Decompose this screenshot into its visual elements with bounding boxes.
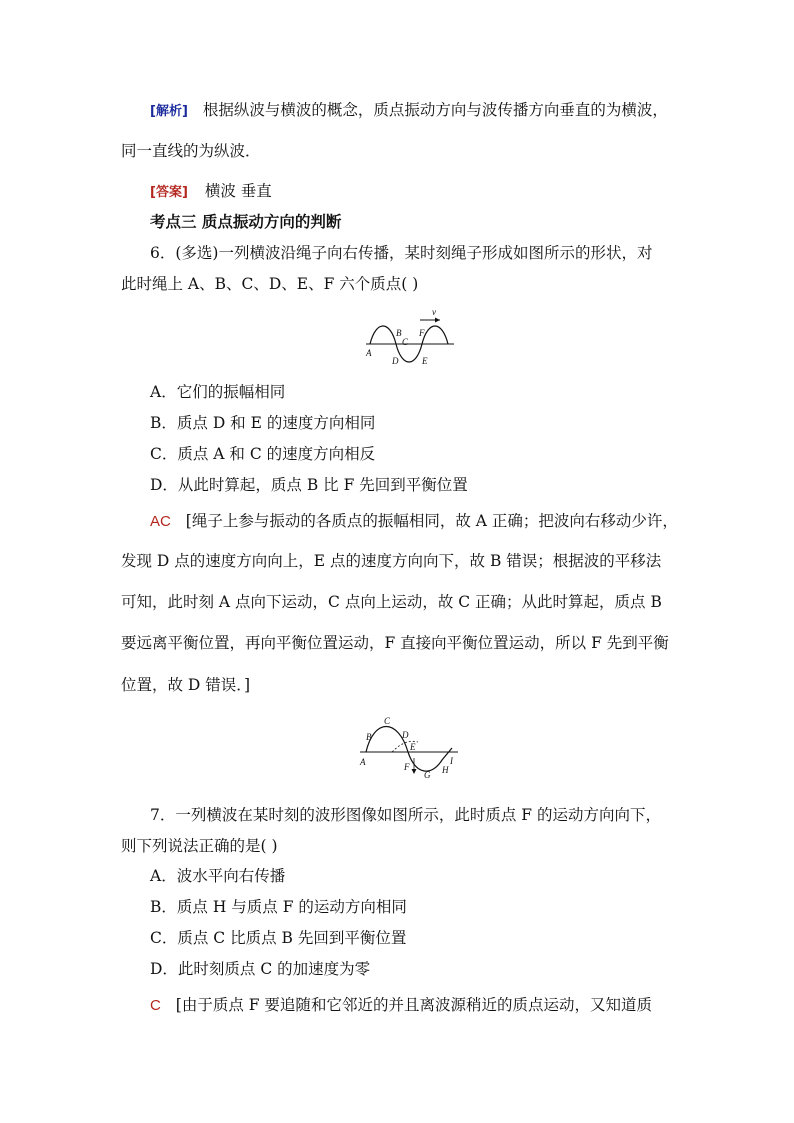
q6-explain-line-3: 可知，此时刻 A 点向下运动，C 点向上运动，故 C 正确；从此时算起，质点 B [121, 593, 662, 611]
q6-solution-label-c: C [384, 716, 391, 726]
q6-solution-label-e: E [410, 742, 416, 752]
q6-option-b: B．质点 D 和 E 的速度方向相同 [150, 414, 376, 432]
q6-option-a: A．它们的振幅相同 [150, 383, 286, 401]
q6-solution-figure [356, 714, 464, 780]
q6-label-e: E [422, 356, 428, 366]
q6-answer: AC [150, 513, 171, 530]
q6-label-d: D [392, 356, 399, 366]
q7-option-b: B．质点 H 与质点 F 的运动方向相同 [150, 898, 407, 916]
q7-option-c: C．质点 C 比质点 B 先回到平衡位置 [150, 929, 407, 947]
q7-option-a: A．波水平向右传播 [150, 867, 286, 885]
q6-solution-label-h: H [442, 765, 449, 775]
q6-solution-label-i: I [450, 756, 453, 766]
q7-explain-line-1 [150, 995, 652, 1016]
q6-solution-label-f: F [404, 762, 410, 772]
q6-explain-line-4: 要远离平衡位置，再向平衡位置运动，F 直接向平衡位置运动，所以 F 先到平衡 [121, 634, 669, 652]
q6-stem-line-2: 此时绳上 A、B、C、D、E、F 六个质点( ) [121, 275, 419, 293]
topic-heading: 考点三 质点振动方向的判断 [150, 212, 342, 231]
q6-explain-line-5: 位置，故 D 错误．] [121, 676, 251, 694]
q6-option-d: D．从此时算起，质点 B 比 F 先回到平衡位置 [150, 476, 468, 494]
q7-option-d: D．此时刻质点 C 的加速度为零 [150, 960, 371, 978]
q7-stem-line-1: 7．一列横波在某时刻的波形图像如图所示，此时质点 F 的运动方向向下， [150, 806, 661, 824]
q6-stem-line-1: 6．(多选)一列横波沿绳子向右传播，某时刻绳子形成如图所示的形状，对 [150, 244, 653, 262]
q6-solution-label-g: G [424, 770, 431, 780]
q6-solution-label-d: D [402, 730, 409, 740]
analysis-line-1 [150, 100, 668, 122]
analysis-text: 根据纵波与横波的概念，质点振动方向与波传播方向垂直的为横波， [202, 101, 668, 119]
q6-explain-line-2: 发现 D 点的速度方向向上，E 点的速度方向向下，故 B 错误；根据波的平移法 [121, 552, 662, 570]
analysis-line-2: 同一直线的为纵波． [121, 142, 261, 160]
analysis-tag: [解析] [150, 104, 188, 119]
q6-solution-label-a: A [360, 757, 366, 767]
q6-velocity-arrowhead [435, 318, 440, 323]
q6-explain-line-1 [150, 511, 678, 532]
q6-label-a: A [366, 348, 372, 358]
q6-solution-f-arrowhead [412, 769, 417, 774]
q7-answer: C [150, 997, 161, 1014]
q6-solution-label-b: B [366, 732, 372, 742]
q6-label-b: B [396, 328, 402, 338]
q6-wave-figure [362, 306, 462, 370]
q7-explain-text-1: [由于质点 F 要追随和它邻近的并且离波源稍近的质点运动，又知道质 [175, 996, 652, 1014]
q7-stem-line-2: 则下列说法正确的是( ) [121, 837, 278, 855]
answer-text: 横波 垂直 [204, 182, 272, 200]
q6-label-v: v [432, 307, 436, 317]
q6-option-c: C．质点 A 和 C 的速度方向相反 [150, 445, 376, 463]
answer-line [150, 181, 272, 203]
q6-explain-text-1: [绳子上参与振动的各质点的振幅相同，故 A 正确；把波向右移动少许， [185, 512, 678, 530]
answer-tag: [答案] [150, 185, 188, 200]
q6-label-f: F [419, 328, 425, 338]
q6-label-c: C [402, 337, 409, 347]
